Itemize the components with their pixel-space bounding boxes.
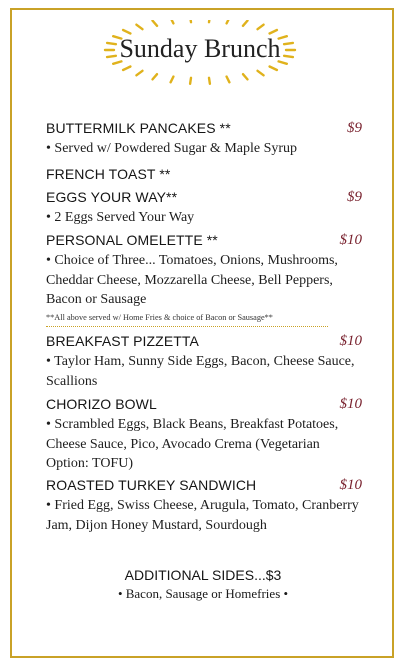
menu-item-french-toast [46, 164, 362, 184]
item-name: EGGS YOUR WAY** [46, 189, 178, 205]
sides-title: ADDITIONAL SIDES...$3 [124, 567, 282, 583]
sunburst-ray [243, 74, 248, 79]
menu-title: Sunday Brunch [119, 34, 281, 63]
sunburst-ray [190, 20, 191, 22]
item-description: • Taylor Ham, Sunny Side Eggs, Bacon, Cheese Sauce, Scallions [46, 354, 355, 389]
additional-sides [0, 565, 406, 603]
item-description: • Scrambled Eggs, Black Beans, Breakfast Potatoes, Cheese Sauce, Pico, Avocado Crema (Vegetarian Option: TOFU) [46, 417, 339, 471]
item-name: BUTTERMILK PANCAKES ** [46, 120, 231, 136]
menu-item-roasted-turkey-sandwich [46, 475, 362, 535]
sunburst-ray [258, 71, 264, 76]
sunburst-ray [171, 77, 174, 83]
item-description: • Served w/ Powdered Sugar & Maple Syrup [46, 141, 298, 156]
title-badge [100, 20, 300, 86]
item-name: FRENCH TOAST ** [46, 166, 171, 182]
sunburst-ray [227, 77, 230, 83]
sunburst-ray [171, 20, 174, 23]
item-description: • Fried Egg, Swiss Cheese, Arugula, Tomato, Cranberry Jam, Dijon Honey Mustard, Sourdough [46, 498, 359, 533]
menu-item-chorizo-bowl [46, 394, 362, 474]
item-name: CHORIZO BOWL [46, 396, 157, 412]
item-price: $10 [339, 477, 362, 493]
sunburst-ray [123, 67, 130, 71]
item-price: $10 [339, 333, 362, 349]
menu-item-eggs-your-way [46, 187, 362, 228]
item-price: $10 [339, 396, 362, 412]
item-price: $9 [347, 120, 362, 136]
item-description: • 2 Eggs Served Your Way [46, 210, 195, 225]
menu-item-breakfast-pizzetta [46, 331, 362, 391]
item-name: ROASTED TURKEY SANDWICH [46, 477, 257, 493]
item-description: • Choice of Three... Tomatoes, Onions, Mushrooms, Cheddar Cheese, Mozzarella Cheese, Bell Peppers, Bacon or Sausage [46, 253, 338, 307]
sunburst-ray [243, 21, 248, 26]
sunburst-ray [123, 30, 130, 34]
sunburst-ray [227, 20, 230, 23]
sunburst-ray [209, 20, 210, 22]
sunburst-ray [153, 21, 158, 26]
sunburst-ray [136, 25, 142, 30]
served-with-note: **All above served w/ Home Fries & choice of Bacon or Sausage** [46, 312, 328, 327]
sides-description: • Bacon, Sausage or Homefries • [117, 586, 289, 601]
menu-item-buttermilk-pancakes [46, 118, 362, 159]
item-price: $10 [339, 232, 362, 248]
item-name: PERSONAL OMELETTE ** [46, 232, 218, 248]
item-name: BREAKFAST PIZZETTA [46, 333, 199, 349]
sunburst-ray [209, 78, 210, 84]
item-price: $9 [347, 189, 362, 205]
sunburst-ray [136, 71, 142, 76]
sunburst-ray [153, 74, 158, 79]
menu-item-personal-omelette [46, 230, 362, 327]
sunburst-ray [270, 67, 277, 71]
sunburst-ray [190, 78, 191, 84]
sunburst-ray [258, 25, 264, 30]
sunburst-ray [270, 30, 277, 34]
